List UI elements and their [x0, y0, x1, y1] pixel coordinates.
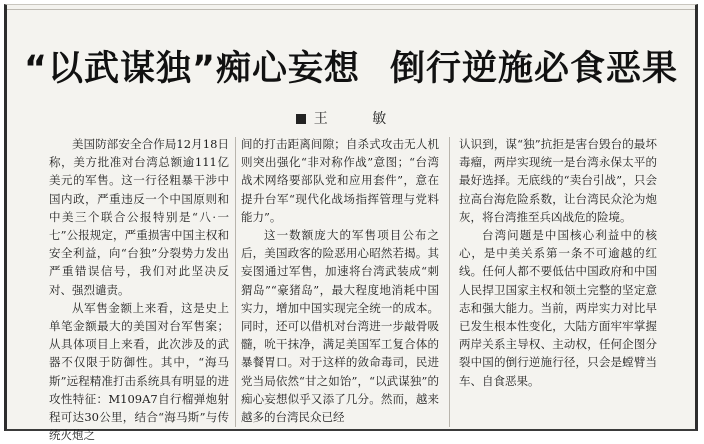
newspaper-page	[4, 4, 698, 443]
paragraph: 这一数额庞大的军售项目公布之后，美国政客的险恶用心昭然若揭。其妄图通过军售，加速将台湾武装成“刺猬岛”“豪猪岛”，最大程度地消耗中国实力，增加中国实现完全统一的成本。同时，还可以借机对台湾进一步敲骨吸髓，吮干抹净，满足美国军工复合体的暴餐胃口。对于这样的敛命毒司，民进党当局依然“甘之如饴”，“以武谋独”的痴心妄想似乎又添了几分。然而，越来越多的台湾民众已经	[241, 228, 439, 425]
article-column-2	[241, 135, 439, 430]
column-divider	[449, 137, 450, 427]
top-rule	[7, 9, 695, 10]
byline-square-mark	[296, 114, 306, 124]
article-headline	[7, 43, 695, 95]
paragraph-continued: 间的打击距离间隙；自杀式攻击无人机则突出强化“非对称作战”意图；“台湾战术网络要部队党和应用套件”，意在提升台军“现代化战场指挥管理与党料能力”。	[241, 137, 439, 224]
byline	[7, 109, 695, 129]
paragraph: 台湾问题是中国核心利益中的核心，是中美关系第一条不可逾越的红线。任何人都不要低估中国政府和中国人民捍卫国家主权和领土完整的坚定意志和强大能力。当前，两岸实力对比早已发生根本性变化，大陆方面牢牢掌握两岸关系主导权、主动权，任何企图分裂中国的倒行逆施行径，只会是螳臂当车、自食恶果。	[459, 228, 657, 388]
paragraph-continued: 认识到，谋“独”抗拒是害台毁台的最坏毒瘤，两岸实现统一是台湾永保太平的最好选择。无底线的“卖台引战”，只会拉高台海危险系数，让台湾民众沦为炮灰，将台湾推至兵凶战危的险境。	[459, 137, 657, 224]
byline-author: 王 敏	[313, 111, 407, 127]
headline-part2: 倒行逆施必食恶果	[390, 49, 679, 89]
column-divider	[235, 137, 236, 427]
headline-part1: “以武谋独”痴心妄想	[23, 49, 360, 89]
article-column-1	[49, 135, 229, 443]
paragraph: 美国防部安全合作局12月18日称，美方批准对台湾总额逾111亿美元的军售。这一行径粗暴干涉中国内政，严重违反一个中国原则和中美三个联合公报特别是“八·一七”公报规定，严重损害中国主权和安全利益，向“台独”分裂势力发出严重错误信号，我们对此坚决反对、强烈谴责。	[49, 137, 229, 297]
article-column-3	[459, 135, 657, 430]
paragraph: 从军售金额上来看，这是史上单笔金额最大的美国对台军售案；从具体项目上来看，此次涉及的武器不仅限于防御性。其中，“海马斯”远程精准打击系统具有明显的进攻性特征：M109A7自行榴弹炮射程可达30公里，结合“海马斯”与传统火炮之	[49, 300, 229, 443]
